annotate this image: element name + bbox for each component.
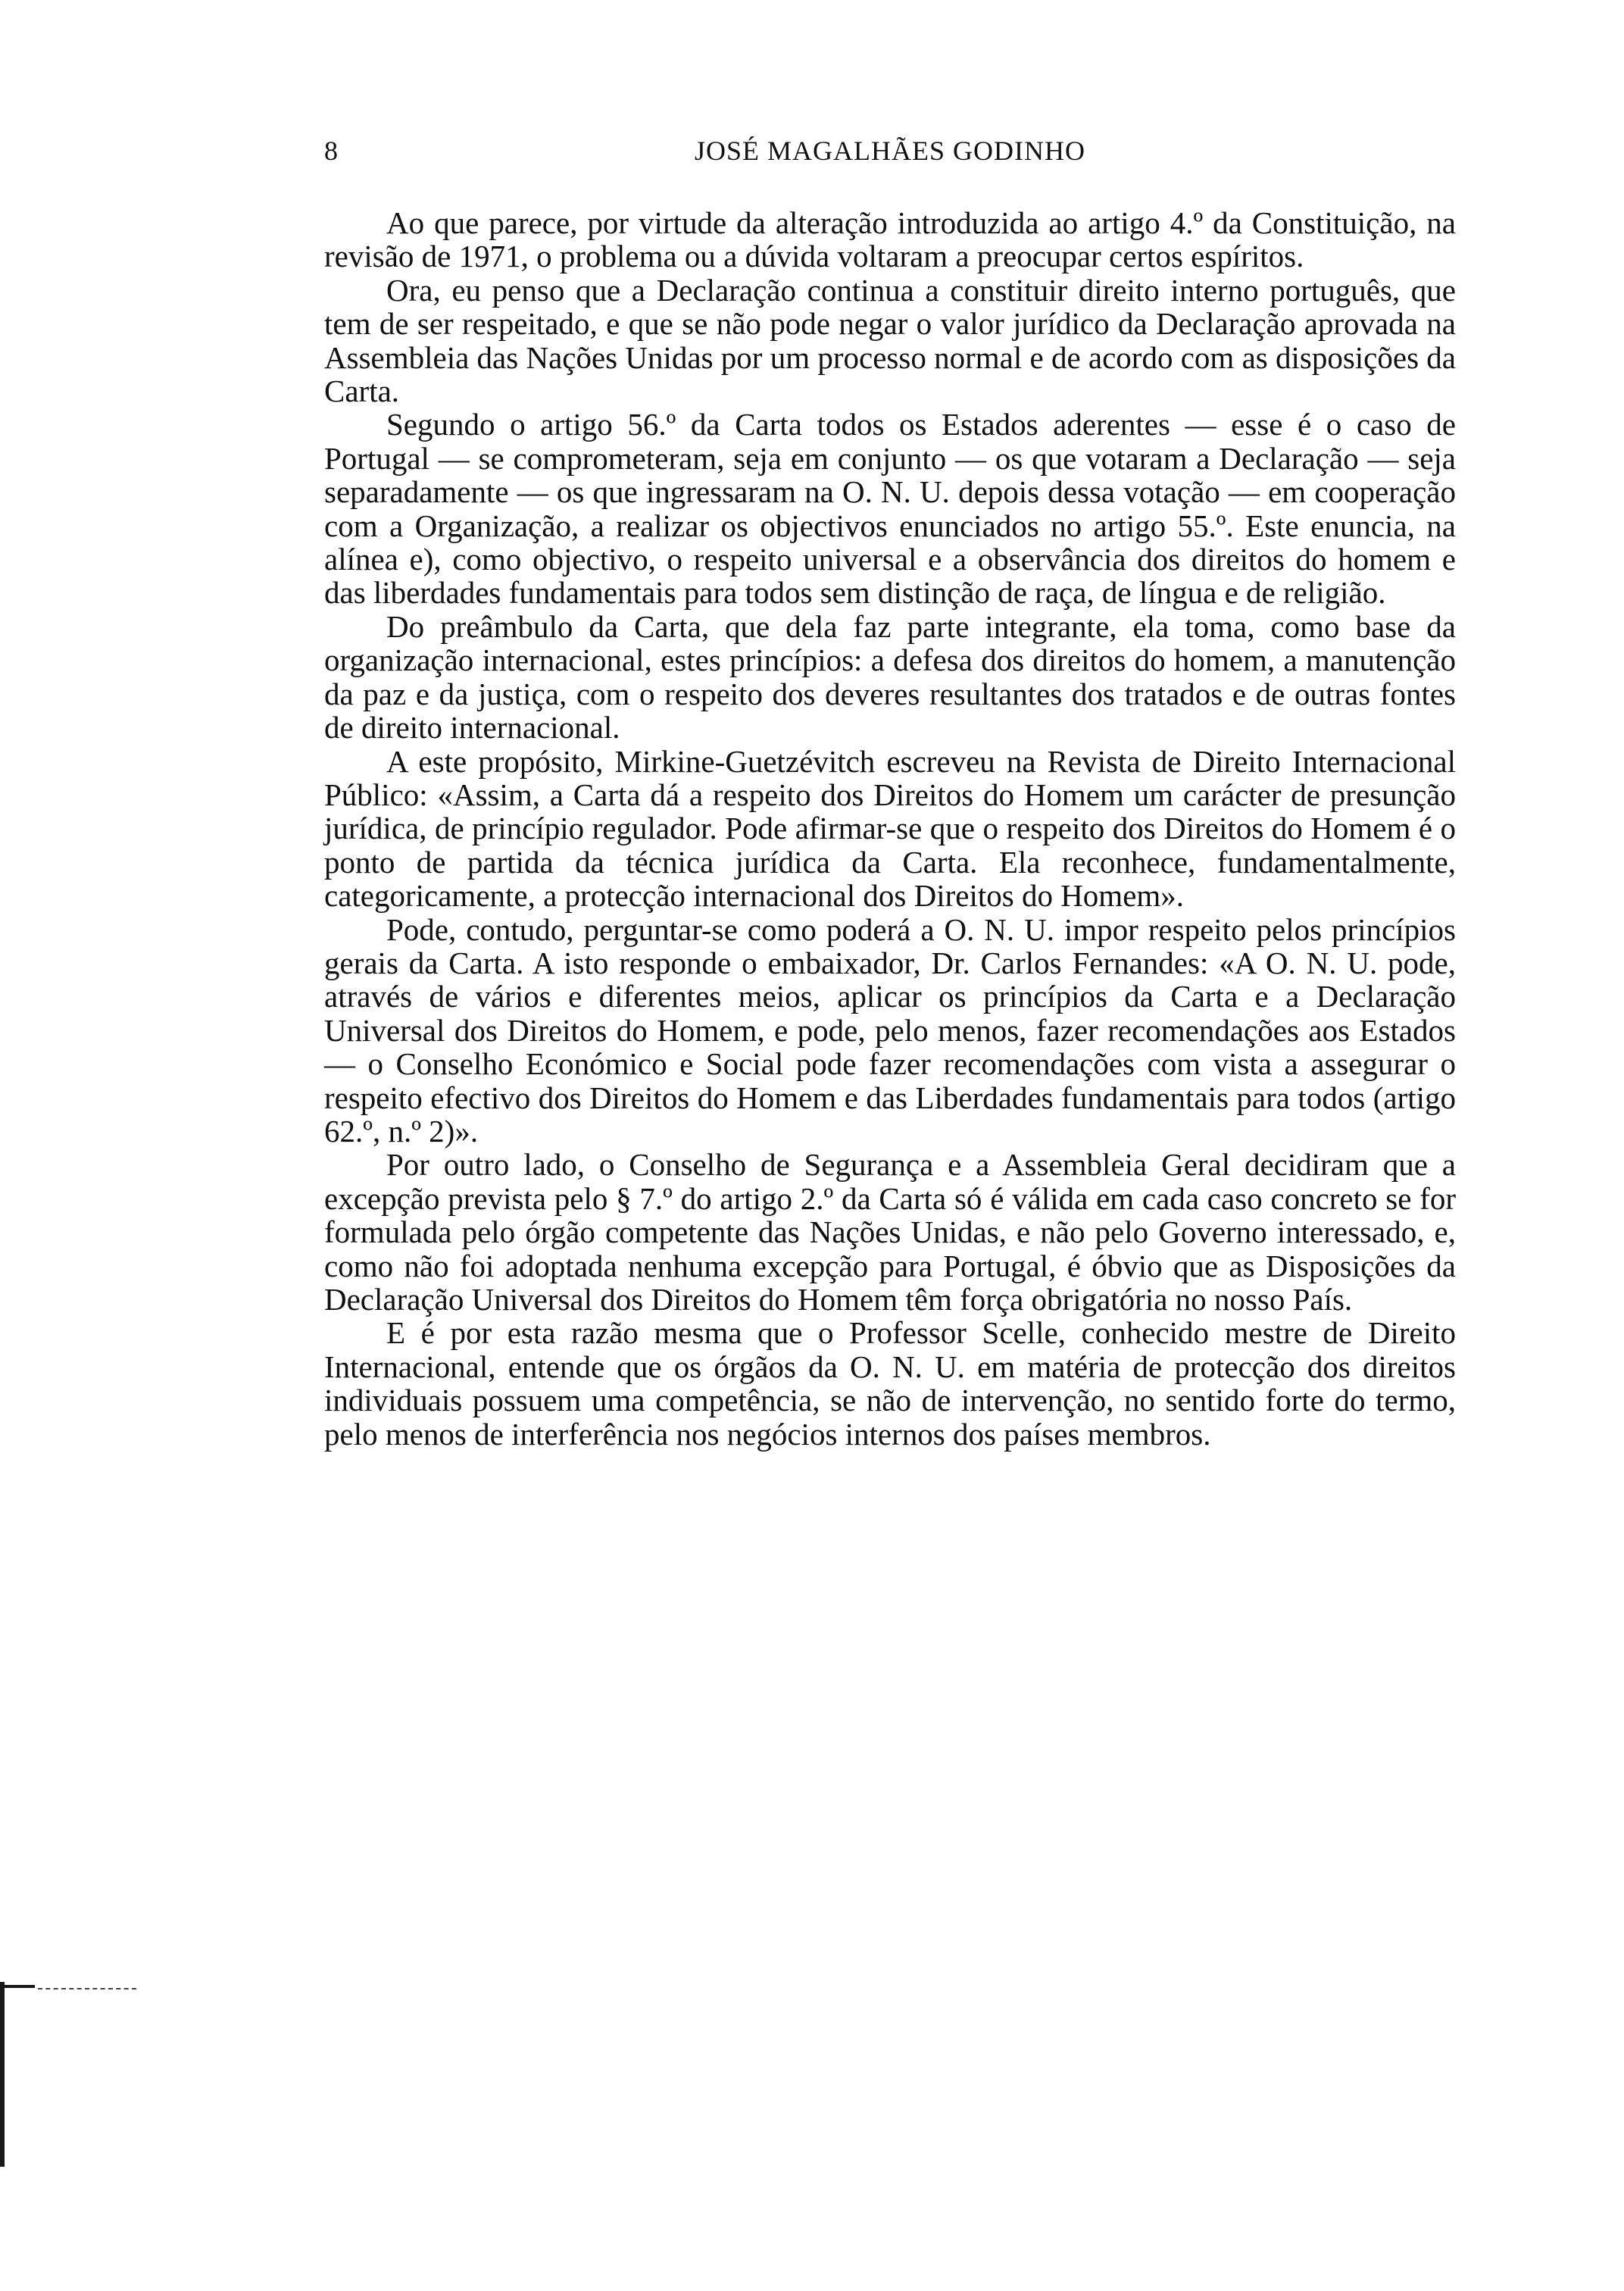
paragraph: Segundo o artigo 56.º da Carta todos os Estados aderentes — esse é o caso de Portugal — se comprometeram, seja em conjunto — os que votaram a Declaração — seja separadamente — os que ingressaram na O. N. U. depois dessa votação — em cooperação com a Organização, a realizar os objectivos enunciados no artigo 55.º. Este enuncia, na alínea e), como objectivo, o respeito universal e a observância dos direitos do homem e das liberdades fundamentais para todos sem distinção de raça, de língua e de religião.: [324, 407, 1456, 611]
paragraph: E é por esta razão mesma que o Professor Scelle, conhecido mestre de Direito Internacional, entende que os órgãos da O. N. U. em matéria de protecção dos direitos individuais possuem uma competência, se não de intervenção, no sentido forte do termo, pelo menos de interferência nos negócios internos dos países membros.: [324, 1315, 1456, 1452]
paragraph: Pode, contudo, perguntar-se como poderá a O. N. U. impor respeito pelos princípios gerais da Carta. A isto responde o embaixador, Dr. Carlos Fernandes: «A O. N. U. pode, através de vários e diferentes meios, aplicar os princípios da Carta e a Declaração Universal dos Direitos do Homem, e pode, pelo menos, fazer recomendações aos Estados — o Conselho Económico e Social pode fazer recomendações com vista a assegurar o respeito efectivo dos Direitos do Homem e das Liberdades fundamentais para todos (artigo 62.º, n.º 2)».: [324, 911, 1456, 1149]
running-title: JOSÉ MAGALHÃES GODINHO: [695, 136, 1085, 166]
paragraph: A este propósito, Mirkine-Guetzévitch escreveu na Revista de Direito Internacional Público: «Assim, a Carta dá a respeito dos Direitos do Homem um carácter de presunção jurídica, de princípio regulador. Pode afirmar-se que o respeito dos Direitos do Homem é o ponto de partida da técnica jurídica da Carta. Ela reconhece, fundamentalmente, categoricamente, a protecção internacional dos Direitos do Homem».: [324, 743, 1456, 914]
paragraph: Ora, eu penso que a Declaração continua a constituir direito interno português, que tem de ser respeitado, e que se não pode negar o valor jurídico da Declaração aprovada na Assembleia das Nações Unidas por um processo normal e de acordo com as disposições da Carta.: [324, 272, 1456, 409]
body-text: [324, 206, 1456, 1451]
scan-edge-mark: [38, 1988, 136, 1989]
paragraph: Por outro lado, o Conselho de Segurança e a Assembleia Geral decidiram que a excepção prevista pelo § 7.º do artigo 2.º da Carta só é válida em cada caso concreto se for formulada pelo órgão competente das Nações Unidas, e não pelo Governo interessado, e, como não foi adoptada nenhuma excepção para Portugal, é óbvio que as Disposições da Declaração Universal dos Direitos do Homem têm força obrigatória no nosso País.: [324, 1147, 1456, 1317]
page-number: 8: [324, 136, 339, 166]
paragraph: Ao que parece, por virtude da alteração introduzida ao artigo 4.º da Constituição, na revisão de 1971, o problema ou a dúvida voltaram a preocupar certos espíritos.: [324, 205, 1456, 274]
scan-edge-mark: [0, 1982, 5, 2167]
paragraph: Do preâmbulo da Carta, que dela faz parte integrante, ela toma, como base da organização internacional, estes princípios: a defesa dos direitos do homem, a manutenção da paz e da justiça, com o respeito dos deveres resultantes dos tratados e de outras fontes de direito internacional.: [324, 608, 1456, 745]
running-head: [324, 135, 1456, 180]
scan-edge-mark: [0, 1985, 35, 1988]
